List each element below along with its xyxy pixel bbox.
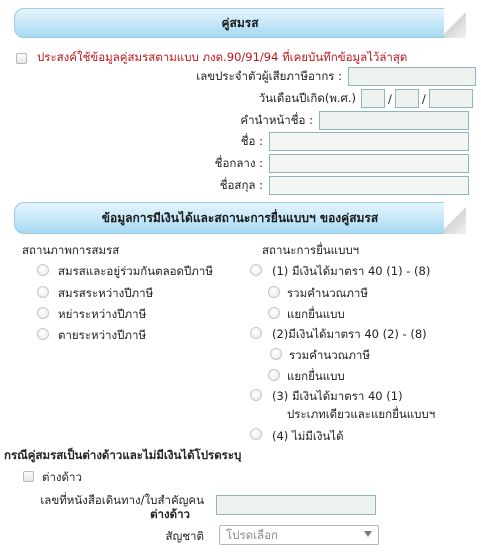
middle-name-input[interactable]	[269, 154, 469, 173]
marital-status-heading: สถานภาพการสมรส	[22, 243, 120, 257]
prefix-input[interactable]	[319, 111, 469, 130]
chevron-down-icon	[364, 531, 372, 537]
last-name-label: ชื่อสกุล :	[219, 177, 263, 192]
marital-option-label: สมรสระหว่างปีภาษี	[58, 286, 154, 300]
filing-option-3-label: (3) มีเงินได้มาตรา 40 (1)	[272, 389, 403, 403]
marital-option-label: สมรสและอยู่ร่วมกันตลอดปีภาษี	[58, 264, 213, 278]
nationality-select[interactable]	[219, 525, 379, 545]
radio-filing-option-3[interactable]	[250, 389, 262, 401]
section-title: คู่สมรส	[221, 15, 259, 30]
foreign-spouse-heading: กรณีคู่สมรสเป็นต่างด้าวและไม่มีเงินได้โปรดระบุ	[4, 448, 242, 462]
filing-option-2-label: (2)มีเงินได้มาตรา 40 (2) - (8)	[272, 327, 427, 341]
tax-id-label: เลขประจำตัวผู้เสียภาษีอากร :	[196, 68, 342, 83]
use-previous-data-checkbox[interactable]	[16, 53, 27, 64]
filing-sub-option-label: รวมคำนวณภาษี	[287, 286, 368, 300]
first-name-row	[150, 132, 469, 151]
prefix-label: คำนำหน้าชื่อ :	[240, 112, 313, 127]
passport-label: เลขที่หนังสือเดินทาง/ใบสำคัญคน	[40, 493, 204, 507]
birth-month-input[interactable]	[395, 89, 419, 108]
radio-filing-option-2[interactable]	[250, 327, 262, 339]
radio-marital-married-full-year[interactable]	[37, 264, 49, 276]
birth-year-input[interactable]	[429, 89, 473, 108]
tax-id-input[interactable]	[348, 67, 476, 86]
last-name-row	[150, 176, 469, 195]
radio-filing-2-combined[interactable]	[270, 348, 282, 360]
section-header-income-status	[14, 202, 466, 234]
section-title: ข้อมูลการมีเงินได้และสถานะการยื่นแบบฯ ของคู่สมรส	[101, 210, 379, 225]
nationality-select-value: โปรดเลือก	[226, 528, 278, 542]
filing-sub-option-label: แยกยื่นแบบ	[287, 369, 345, 383]
radio-filing-option-1[interactable]	[250, 264, 262, 276]
radio-marital-deceased-during-year[interactable]	[37, 328, 49, 340]
section-header-spouse	[14, 8, 466, 38]
filing-status-heading: สถานะการยื่นแบบฯ	[262, 243, 360, 257]
nationality-label: สัญชาติ	[165, 529, 204, 543]
first-name-label: ชื่อ :	[240, 133, 263, 148]
birth-day-input[interactable]	[361, 89, 385, 108]
birth-date-row	[150, 89, 473, 108]
radio-marital-divorced-during-year[interactable]	[37, 307, 49, 319]
date-separator: /	[388, 91, 392, 106]
date-separator: /	[421, 91, 426, 106]
birth-date-label: วันเดือนปีเกิด(พ.ศ.)	[258, 90, 356, 105]
tax-id-row	[150, 67, 476, 86]
filing-option-4-label: (4) ไม่มีเงินได้	[272, 429, 344, 443]
middle-name-label: ชื่อกลาง :	[214, 155, 263, 170]
prefix-row	[150, 111, 469, 130]
filing-sub-option-label: แยกยื่นแบบ	[287, 307, 345, 321]
filing-option-1-label: (1) มีเงินได้มาตรา 40 (1) - (8)	[272, 264, 431, 278]
alien-label: ต่างด้าว	[42, 470, 82, 484]
use-previous-data-row	[16, 49, 407, 67]
passport-number-input[interactable]	[216, 495, 376, 515]
radio-marital-married-during-year[interactable]	[37, 286, 49, 298]
radio-filing-1-combined[interactable]	[268, 286, 280, 298]
middle-name-row	[150, 154, 469, 173]
radio-filing-1-separate[interactable]	[268, 307, 280, 319]
page-curl-decoration	[444, 8, 466, 38]
alien-checkbox[interactable]	[23, 471, 34, 482]
filing-sub-option-label: รวมคำนวณภาษี	[289, 348, 370, 362]
last-name-input[interactable]	[269, 176, 469, 195]
passport-label-cont: ต่างด้าว	[150, 507, 190, 521]
filing-option-3-label-cont: ประเภทเดียวและแยกยื่นแบบฯ	[287, 407, 436, 421]
marital-option-label: หย่าระหว่างปีภาษี	[58, 307, 147, 321]
first-name-input[interactable]	[269, 132, 469, 151]
radio-filing-2-separate[interactable]	[268, 369, 280, 381]
marital-option-label: ตายระหว่างปีภาษี	[58, 328, 147, 342]
use-previous-data-label: ประสงค์ใช้ข้อมูลคู่สมรสตามแบบ ภงด.90/91/94 ที่เคยบันทึกข้อมูลไว้ล่าสุด	[37, 50, 408, 64]
page-curl-decoration	[444, 202, 466, 234]
radio-filing-option-4[interactable]	[250, 428, 262, 440]
